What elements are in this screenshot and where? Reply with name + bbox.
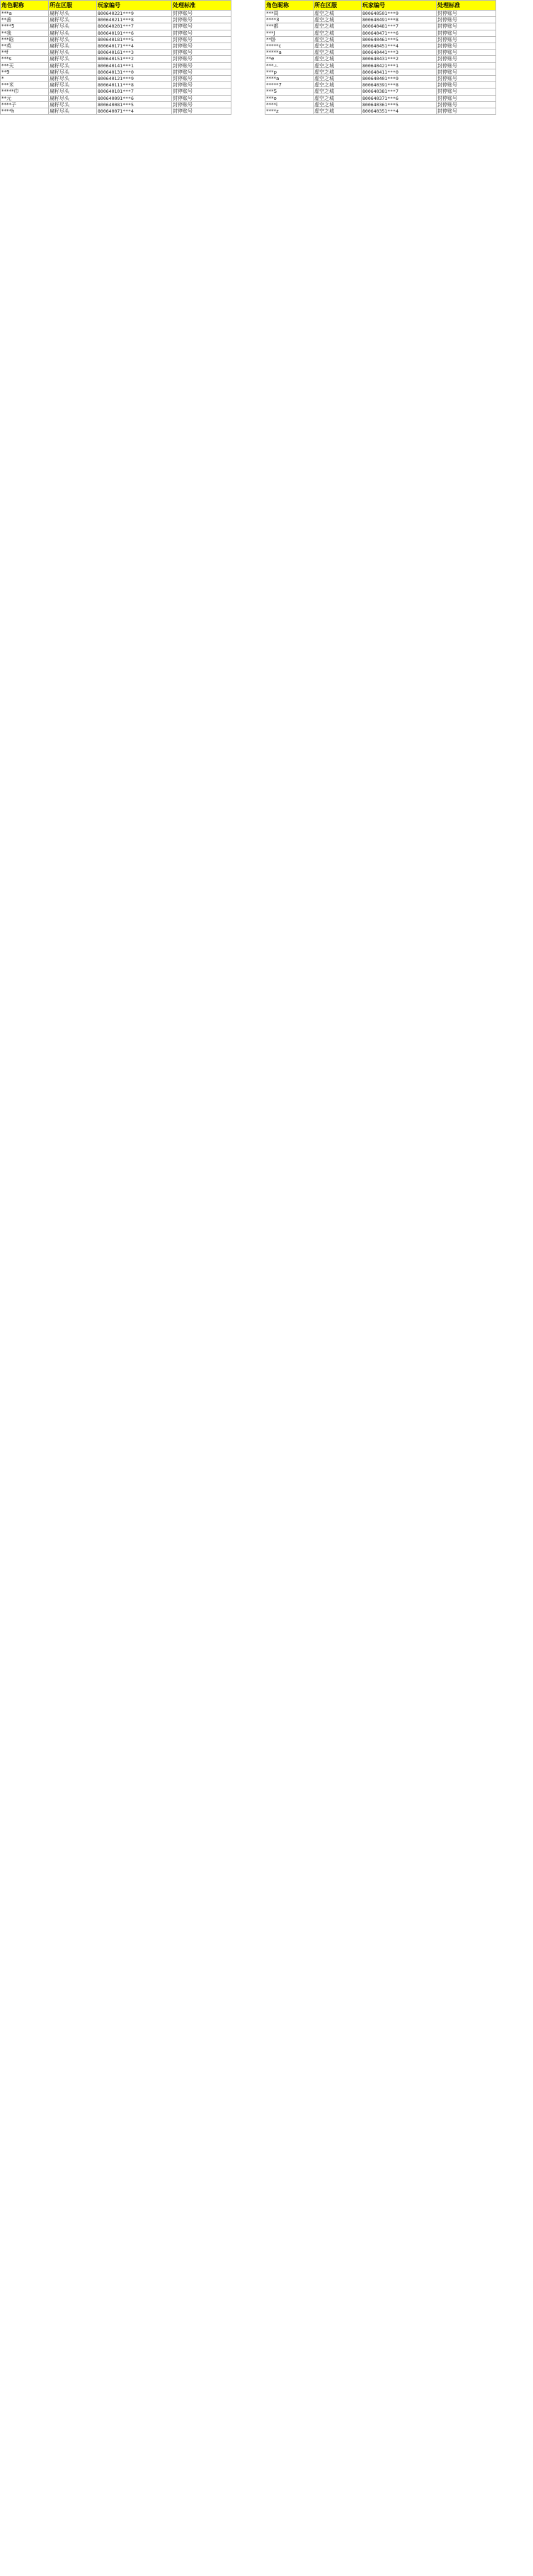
cell-penalty: 封停账号 [172,69,231,75]
cell-server: 扁籽尽头 [49,50,97,56]
cell-penalty: 封停账号 [437,62,496,69]
table-row [265,62,496,69]
cell-penalty: 封停账号 [172,82,231,89]
cell-server: 虚空之城 [314,11,362,17]
cell-nickname: ****i [265,101,314,108]
cell-server: 扁籽尽头 [49,76,97,82]
cell-nickname: ***s [1,56,49,62]
ban-list-table-left [0,0,231,115]
table-row [1,69,231,75]
table-row [1,76,231,82]
table-row [1,23,231,30]
cell-player-id: 800640211***8 [97,17,172,23]
cell-player-id: 800640461***5 [362,36,437,42]
cell-penalty: 封停账号 [437,30,496,36]
header-penalty: 处理标准 [172,1,231,11]
cell-penalty: 封停账号 [172,95,231,101]
table-row [265,108,496,115]
cell-server: 扁籽尽头 [49,108,97,115]
cell-player-id: 800640391***8 [362,82,437,89]
table-row [1,62,231,69]
header-server: 所在区服 [49,1,97,11]
cell-player-id: 800640201***7 [97,23,172,30]
cell-nickname: *****巾 [1,89,49,95]
cell-player-id: 800640361***5 [362,101,437,108]
cell-nickname: ***o [265,95,314,101]
cell-nickname: ***p [265,69,314,75]
table-row [1,50,231,56]
cell-nickname: ****5 [1,23,49,30]
cell-penalty: 封停账号 [437,56,496,62]
cell-player-id: 800640451***4 [362,43,437,50]
table-row [265,82,496,89]
cell-server: 扁籽尽头 [49,82,97,89]
cell-server: 虚空之城 [314,101,362,108]
cell-player-id: 800640121***9 [97,76,172,82]
cell-nickname: **英 [1,43,49,50]
cell-server: 虚空之城 [314,108,362,115]
cell-player-id: 800640141***1 [97,62,172,69]
cell-server: 虚空之城 [314,30,362,36]
cell-penalty: 封停账号 [437,23,496,30]
table-row [1,101,231,108]
cell-server: 扁籽尽头 [49,23,97,30]
cell-player-id: 800640431***2 [362,56,437,62]
cell-penalty: 封停账号 [437,89,496,95]
cell-server: 扁籽尽头 [49,36,97,42]
cell-player-id: 800640381***7 [362,89,437,95]
cell-player-id: 800640411***0 [362,69,437,75]
cell-nickname: *****c [265,43,314,50]
cell-server: 扁籽尽头 [49,56,97,62]
header-row [1,1,231,11]
table-row [265,56,496,62]
cell-penalty: 封停账号 [172,108,231,115]
cell-penalty: 封停账号 [437,69,496,75]
cell-nickname: **我 [1,30,49,36]
cell-server: 扁籽尽头 [49,62,97,69]
table-row [265,17,496,23]
cell-player-id: 800640131***0 [97,69,172,75]
cell-nickname: **e [265,56,314,62]
table-row [1,17,231,23]
header-row [265,1,496,11]
header-player-id: 玩家编号 [362,1,437,11]
header-nickname: 角色昵称 [1,1,49,11]
table-row [265,43,496,50]
table-row [1,30,231,36]
cell-nickname: ****z [265,108,314,115]
cell-player-id: 800640081***5 [97,101,172,108]
cell-nickname: **善 [1,17,49,23]
header-nickname: 角色昵称 [265,1,314,11]
cell-server: 虚空之城 [314,50,362,56]
cell-server: 虚空之城 [314,89,362,95]
cell-player-id: 800640401***9 [362,76,437,82]
cell-nickname: ***周 [265,11,314,17]
cell-nickname: ***S [265,89,314,95]
cell-penalty: 封停账号 [172,17,231,23]
table-row [265,69,496,75]
header-penalty: 处理标准 [437,1,496,11]
ban-list-table-right [265,0,496,115]
cell-player-id: 800640191***6 [97,30,172,36]
cell-penalty: 封停账号 [437,11,496,17]
table-row [265,95,496,101]
cell-server: 虚空之城 [314,36,362,42]
cell-nickname: ***都 [265,23,314,30]
table-row [1,43,231,50]
table-row [1,108,231,115]
cell-penalty: 封停账号 [437,17,496,23]
header-server: 所在区服 [314,1,362,11]
cell-player-id: 800640071***4 [97,108,172,115]
cell-nickname: * [1,76,49,82]
cell-server: 扁籽尽头 [49,17,97,23]
cell-nickname: ****3 [265,17,314,23]
cell-penalty: 封停账号 [437,36,496,42]
header-player-id: 玩家编号 [97,1,172,11]
cell-nickname: *****a [265,50,314,56]
cell-server: 虚空之城 [314,82,362,89]
cell-penalty: 封停账号 [437,108,496,115]
cell-nickname: **f [1,50,49,56]
cell-server: 扁籽尽头 [49,30,97,36]
cell-penalty: 封停账号 [172,30,231,36]
table-row [265,11,496,17]
table-row [1,82,231,89]
cell-server: 虚空之城 [314,23,362,30]
cell-penalty: 封停账号 [172,36,231,42]
cell-penalty: 封停账号 [172,62,231,69]
cell-nickname: *****7 [265,82,314,89]
cell-nickname: ***a [1,11,49,17]
cell-server: 虚空之城 [314,43,362,50]
cell-penalty: 封停账号 [172,43,231,50]
cell-penalty: 封停账号 [172,89,231,95]
cell-nickname: ****a [265,76,314,82]
table-row [265,101,496,108]
cell-nickname: ***晗 [1,36,49,42]
cell-server: 虚空之城 [314,95,362,101]
cell-player-id: 800640491***8 [362,17,437,23]
cell-server: 扁籽尽头 [49,101,97,108]
table-row [1,89,231,95]
cell-player-id: 800640161***3 [97,50,172,56]
cell-nickname: ***J [265,30,314,36]
cell-player-id: 800640101***7 [97,89,172,95]
table-row [265,76,496,82]
cell-nickname: ****子 [1,101,49,108]
cell-penalty: 封停账号 [172,101,231,108]
cell-penalty: 封停账号 [437,50,496,56]
cell-server: 虚空之城 [314,76,362,82]
cell-nickname: **卧 [265,36,314,42]
cell-penalty: 封停账号 [437,101,496,108]
table-row [265,23,496,30]
cell-penalty: 封停账号 [437,76,496,82]
cell-server: 虚空之城 [314,17,362,23]
cell-penalty: 封停账号 [172,76,231,82]
cell-player-id: 800640441***3 [362,50,437,56]
cell-server: 扁籽尽头 [49,95,97,101]
cell-player-id: 800640221***9 [97,11,172,17]
table-row [1,36,231,42]
table-row [265,89,496,95]
table-row [265,30,496,36]
cell-server: 虚空之城 [314,69,362,75]
cell-server: 扁籽尽头 [49,89,97,95]
cell-nickname: ***天 [1,62,49,69]
cell-player-id: 800640091***6 [97,95,172,101]
cell-penalty: 封停账号 [172,11,231,17]
table-row [265,36,496,42]
cell-player-id: 800640371***6 [362,95,437,101]
cell-server: 虚空之城 [314,56,362,62]
cell-player-id: 800640501***9 [362,11,437,17]
cell-penalty: 封停账号 [437,43,496,50]
table-row [1,56,231,62]
cell-nickname: ****h [1,108,49,115]
table-row [1,95,231,101]
cell-player-id: 800640181***5 [97,36,172,42]
cell-server: 扁籽尽头 [49,43,97,50]
cell-player-id: 800640471***6 [362,30,437,36]
cell-player-id: 800640111***8 [97,82,172,89]
cell-player-id: 800640171***4 [97,43,172,50]
table-row [265,50,496,56]
cell-penalty: 封停账号 [172,50,231,56]
table-row [1,11,231,17]
cell-player-id: 800640351***4 [362,108,437,115]
cell-penalty: 封停账号 [172,23,231,30]
cell-server: 扁籽尽头 [49,69,97,75]
cell-nickname: ***米 [1,82,49,89]
cell-player-id: 800640421***1 [362,62,437,69]
cell-player-id: 800640151***2 [97,56,172,62]
cell-nickname: **9 [1,69,49,75]
cell-player-id: 800640481***7 [362,23,437,30]
cell-server: 虚空之城 [314,62,362,69]
cell-server: 扁籽尽头 [49,11,97,17]
cell-nickname: ***ㅗ [265,62,314,69]
cell-penalty: 封停账号 [437,95,496,101]
cell-penalty: 封停账号 [172,56,231,62]
cell-penalty: 封停账号 [437,82,496,89]
cell-nickname: **元 [1,95,49,101]
